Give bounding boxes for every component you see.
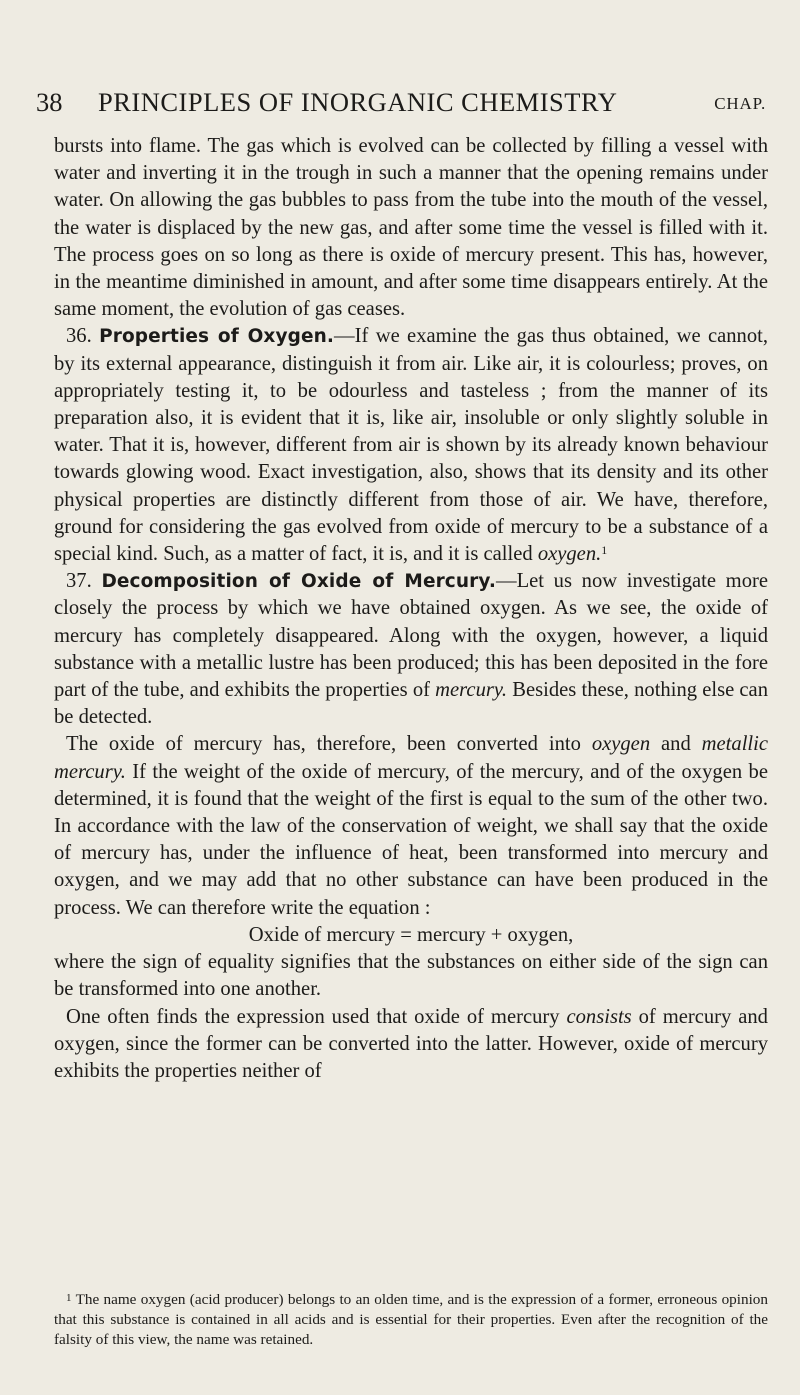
footnote-marker: 1 — [66, 1292, 72, 1304]
paragraph — [54, 949, 768, 1003]
section-text: Besides these, nothing else can be detected. — [54, 679, 768, 729]
section-text: —If we examine the gas thus obtained, we cannot, by its external appearance, distinguish it from air. Like air, it is colourless; proves, on appropriately testing it, to be odourless and tasteless ; from the manner of its preparation also, it is evident that it is, like air, insoluble or only slightly soluble in water. That it is, however, different from air is shown by its already known behaviour towards glowing wood. Exact investigation, also, shows that its density and its other physical properties are distinctly different from those of air. We have, therefore, ground for considering the gas evolved from oxide of mercury to be a substance of a special kind. Such, as a matter of fact, it is, and it is called — [54, 325, 768, 566]
section-36 — [54, 323, 768, 568]
section-37 — [54, 568, 768, 731]
paragraph-text: and — [650, 733, 702, 756]
paragraph-text: bursts into flame. The gas which is evolved can be collected by filling a vessel with water and inverting it in the trough in such a manner that the opening remains under water. On allowing the gas bubbles to pass from the tube into the mouth of the vessel, the water is displaced by the new gas, and after some time the vessel is filled with it. The process goes on so long as there is oxide of mercury present. This has, however, in the meantime diminished in amount, and after some time disappears entirely. At the same moment, the evolution of gas ceases. — [54, 135, 768, 321]
paragraph-text: where the sign of equality signifies that the substances on either side of the sign can be transformed into one another. — [54, 951, 768, 1001]
section-heading: Properties of Oxygen. — [99, 326, 335, 348]
section-text: —Let us now investigate more closely the process by which we have obtained oxygen. As we see, the oxide of mercury has completely disappeared. Along with the oxygen, however, a liquid substance with a metallic lustre has been produced; this has been deposited in the fore part of the tube, and exhibits the properties of — [54, 570, 768, 702]
running-header — [36, 84, 766, 120]
italic-term: oxygen — [591, 733, 651, 756]
paragraph — [54, 731, 768, 921]
section-number: 37. — [66, 570, 92, 593]
paragraph-text: The oxide of mercury has, therefore, been converted into — [66, 733, 592, 756]
paragraph — [54, 1004, 768, 1086]
footnote — [54, 1290, 768, 1350]
footnote-reference: 1 — [601, 543, 608, 558]
paragraph-text: If the weight of the oxide of mercury, of the mercury, and of the oxygen be determined, it is found that the weight of the first is equal to the sum of the other two. In accordance with the law of the conservation of weight, we shall say that the oxide of mercury has, under the influence of heat, been transformed into mercury and oxygen, and we may add that no other substance can have been produced in the process. We can therefore write the equation : — [54, 760, 768, 919]
paragraph-text: of mercury and oxygen, since the former can be converted into the latter. However, oxide of mercury exhibits the properties neither of — [54, 1005, 768, 1082]
italic-term: mercury. — [435, 679, 508, 702]
running-title: PRINCIPLES OF INORGANIC CHEMISTRY — [98, 87, 618, 117]
paragraph-continuation — [54, 133, 768, 323]
chapter-abbrev: CHAP. — [714, 94, 766, 113]
italic-term: metallic mercury. — [54, 733, 769, 783]
italic-term: consists — [566, 1005, 632, 1028]
footnote-text: The name oxygen (acid producer) belongs to an olden time, and is the expression of a former, erroneous opinion that this substance is contained in all acids and is essential for their properties. Even after the recognition of the falsity of this view, the name was retained. — [54, 1291, 768, 1348]
paragraph-text: One often finds the expression used that oxide of mercury — [66, 1005, 567, 1028]
equation: Oxide of mercury = mercury + oxygen, — [248, 923, 574, 946]
footnote-paragraph — [54, 1290, 768, 1350]
italic-term: oxygen. — [537, 543, 602, 566]
body-text — [54, 133, 768, 1085]
section-heading: Decomposition of Oxide of Mercury. — [101, 571, 496, 593]
page-number: 38 — [36, 87, 63, 117]
section-number: 36. — [66, 325, 92, 348]
